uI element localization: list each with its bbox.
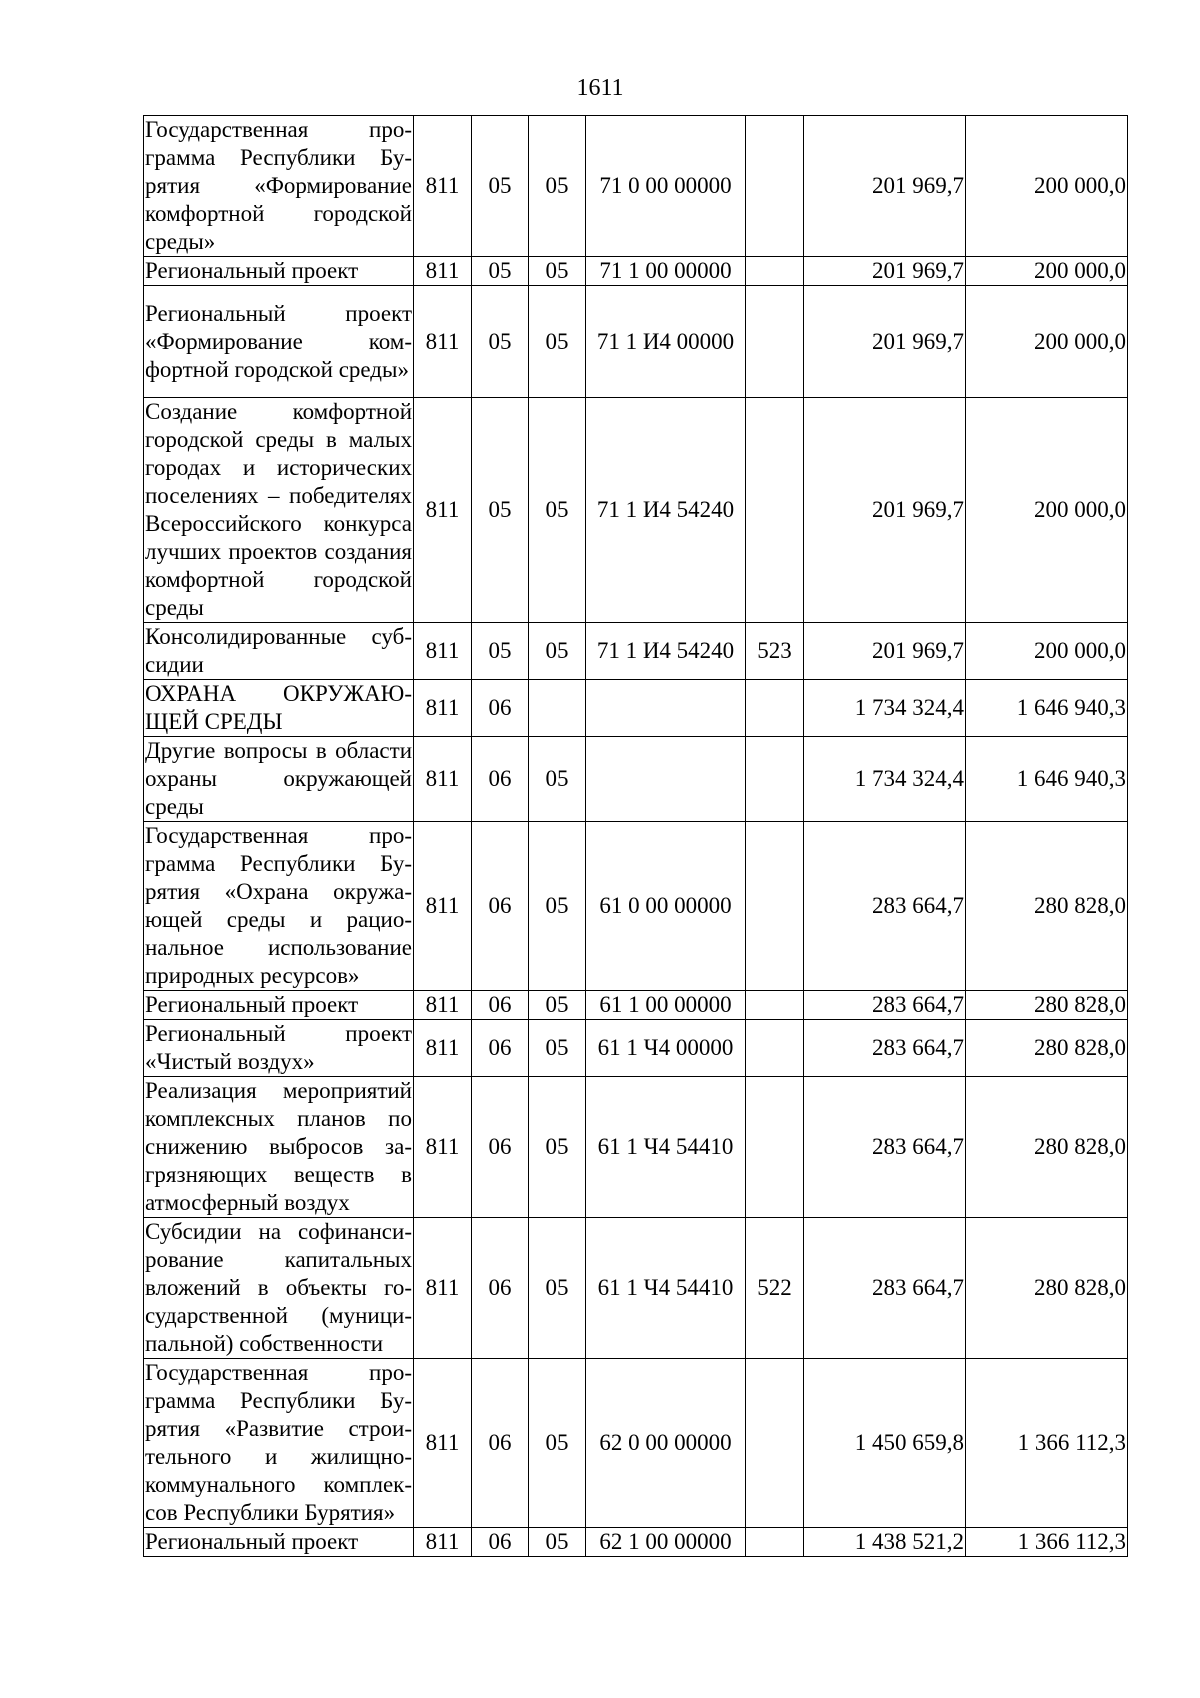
cell-expense-type	[746, 1359, 804, 1528]
cell-amount-2: 280 828,0	[966, 822, 1128, 991]
table-row	[144, 1218, 1128, 1359]
cell-amount-2: 200 000,0	[966, 116, 1128, 257]
cell-section: 06	[472, 1528, 529, 1557]
cell-section: 05	[472, 257, 529, 286]
cell-subsection: 05	[529, 737, 586, 822]
cell-subsection: 05	[529, 1218, 586, 1359]
cell-description: Государственная программа Республики Бурятия «Охрана окружающей среды и рациональное использование природных ресурсов»	[144, 822, 414, 991]
table-row	[144, 116, 1128, 257]
table-row	[144, 398, 1128, 623]
table-body	[144, 116, 1128, 1557]
cell-amount-1: 201 969,7	[804, 623, 966, 680]
cell-description: Реализация мероприятий комплексных планов по снижению выбросов загрязняющих веществ в атмосферный воздух	[144, 1077, 414, 1218]
cell-amount-1: 283 664,7	[804, 991, 966, 1020]
cell-target-article: 61 1 Ч4 54410	[586, 1218, 746, 1359]
cell-expense-type	[746, 822, 804, 991]
cell-subsection: 05	[529, 1020, 586, 1077]
cell-section: 05	[472, 116, 529, 257]
cell-expense-type	[746, 991, 804, 1020]
cell-amount-2: 200 000,0	[966, 623, 1128, 680]
cell-amount-2: 280 828,0	[966, 1020, 1128, 1077]
cell-amount-2: 280 828,0	[966, 991, 1128, 1020]
cell-amount-1: 201 969,7	[804, 116, 966, 257]
table-row	[144, 991, 1128, 1020]
cell-amount-2: 280 828,0	[966, 1077, 1128, 1218]
table-row	[144, 1077, 1128, 1218]
cell-subsection: 05	[529, 286, 586, 398]
cell-amount-2: 1 646 940,3	[966, 737, 1128, 822]
cell-amount-1: 283 664,7	[804, 822, 966, 991]
cell-subsection: 05	[529, 822, 586, 991]
cell-admin-code: 811	[414, 286, 472, 398]
cell-target-article: 62 0 00 00000	[586, 1359, 746, 1528]
cell-amount-1: 283 664,7	[804, 1218, 966, 1359]
cell-target-article: 61 1 00 00000	[586, 991, 746, 1020]
budget-table	[143, 115, 1128, 1557]
table-row	[144, 257, 1128, 286]
cell-admin-code: 811	[414, 822, 472, 991]
cell-description: Региональный проект «Формирование комфортной городской среды»	[144, 286, 414, 398]
cell-amount-2: 1 366 112,3	[966, 1528, 1128, 1557]
cell-admin-code: 811	[414, 680, 472, 737]
table-row	[144, 286, 1128, 398]
cell-expense-type	[746, 116, 804, 257]
cell-amount-2: 280 828,0	[966, 1218, 1128, 1359]
cell-target-article: 71 0 00 00000	[586, 116, 746, 257]
cell-expense-type	[746, 257, 804, 286]
cell-amount-2: 1 646 940,3	[966, 680, 1128, 737]
cell-target-article: 71 1 И4 54240	[586, 623, 746, 680]
cell-admin-code: 811	[414, 1077, 472, 1218]
cell-amount-1: 1 450 659,8	[804, 1359, 966, 1528]
cell-admin-code: 811	[414, 623, 472, 680]
cell-section: 06	[472, 680, 529, 737]
cell-description: Консолидированные субсидии	[144, 623, 414, 680]
cell-description: Региональный проект	[144, 991, 414, 1020]
cell-subsection: 05	[529, 257, 586, 286]
cell-amount-1: 1 438 521,2	[804, 1528, 966, 1557]
cell-description: Государственная программа Республики Бурятия «Формирование комфортной городской среды»	[144, 116, 414, 257]
cell-section: 06	[472, 1020, 529, 1077]
cell-admin-code: 811	[414, 1218, 472, 1359]
cell-amount-1: 283 664,7	[804, 1077, 966, 1218]
cell-admin-code: 811	[414, 257, 472, 286]
cell-description: Государственная программа Республики Бурятия «Развитие строительного и жилищно-коммунального комплексов Республики Бурятия»	[144, 1359, 414, 1528]
cell-expense-type	[746, 737, 804, 822]
cell-amount-2: 1 366 112,3	[966, 1359, 1128, 1528]
cell-amount-1: 201 969,7	[804, 398, 966, 623]
table-row	[144, 680, 1128, 737]
cell-expense-type	[746, 286, 804, 398]
cell-subsection: 05	[529, 116, 586, 257]
cell-admin-code: 811	[414, 116, 472, 257]
cell-expense-type	[746, 1020, 804, 1077]
cell-amount-1: 201 969,7	[804, 257, 966, 286]
cell-amount-1: 1 734 324,4	[804, 737, 966, 822]
table-row	[144, 1528, 1128, 1557]
cell-section: 06	[472, 1359, 529, 1528]
cell-section: 06	[472, 737, 529, 822]
cell-subsection: 05	[529, 1077, 586, 1218]
cell-description: Создание комфортной городской среды в малых городах и исторических поселениях – победителях Всероссийского конкурса лучших проектов создания комфортной городской среды	[144, 398, 414, 623]
cell-description: Субсидии на софинансирование капитальных вложений в объекты государственной (муниципальной) собственности	[144, 1218, 414, 1359]
cell-admin-code: 811	[414, 737, 472, 822]
cell-amount-1: 201 969,7	[804, 286, 966, 398]
cell-description: ОХРАНА ОКРУЖАЮЩЕЙ СРЕДЫ	[144, 680, 414, 737]
table-row	[144, 737, 1128, 822]
cell-admin-code: 811	[414, 398, 472, 623]
cell-expense-type: 523	[746, 623, 804, 680]
cell-admin-code: 811	[414, 1528, 472, 1557]
cell-target-article: 61 0 00 00000	[586, 822, 746, 991]
cell-subsection: 05	[529, 1528, 586, 1557]
cell-subsection: 05	[529, 1359, 586, 1528]
cell-target-article: 71 1 00 00000	[586, 257, 746, 286]
cell-amount-2: 200 000,0	[966, 286, 1128, 398]
cell-target-article: 61 1 Ч4 00000	[586, 1020, 746, 1077]
cell-amount-1: 1 734 324,4	[804, 680, 966, 737]
cell-section: 05	[472, 398, 529, 623]
cell-section: 06	[472, 1077, 529, 1218]
cell-expense-type	[746, 1528, 804, 1557]
cell-target-article: 71 1 И4 54240	[586, 398, 746, 623]
cell-subsection: 05	[529, 991, 586, 1020]
cell-section: 05	[472, 286, 529, 398]
cell-description: Региональный проект	[144, 257, 414, 286]
cell-amount-1: 283 664,7	[804, 1020, 966, 1077]
cell-expense-type	[746, 398, 804, 623]
table-row	[144, 1020, 1128, 1077]
cell-expense-type	[746, 680, 804, 737]
cell-admin-code: 811	[414, 1359, 472, 1528]
table-row	[144, 1359, 1128, 1528]
table-row	[144, 623, 1128, 680]
cell-description: Другие вопросы в области охраны окружающей среды	[144, 737, 414, 822]
cell-subsection: 05	[529, 398, 586, 623]
cell-description: Региональный проект «Чистый воздух»	[144, 1020, 414, 1077]
cell-expense-type: 522	[746, 1218, 804, 1359]
cell-target-article: 71 1 И4 00000	[586, 286, 746, 398]
cell-target-article	[586, 680, 746, 737]
page-number: 1611	[576, 75, 624, 101]
cell-target-article	[586, 737, 746, 822]
cell-description: Региональный проект	[144, 1528, 414, 1557]
cell-amount-2: 200 000,0	[966, 257, 1128, 286]
cell-section: 06	[472, 1218, 529, 1359]
cell-section: 06	[472, 822, 529, 991]
cell-admin-code: 811	[414, 991, 472, 1020]
cell-subsection: 05	[529, 623, 586, 680]
cell-amount-2: 200 000,0	[966, 398, 1128, 623]
cell-expense-type	[746, 1077, 804, 1218]
cell-subsection	[529, 680, 586, 737]
table-row	[144, 822, 1128, 991]
cell-target-article: 61 1 Ч4 54410	[586, 1077, 746, 1218]
cell-target-article: 62 1 00 00000	[586, 1528, 746, 1557]
cell-admin-code: 811	[414, 1020, 472, 1077]
cell-section: 05	[472, 623, 529, 680]
cell-section: 06	[472, 991, 529, 1020]
